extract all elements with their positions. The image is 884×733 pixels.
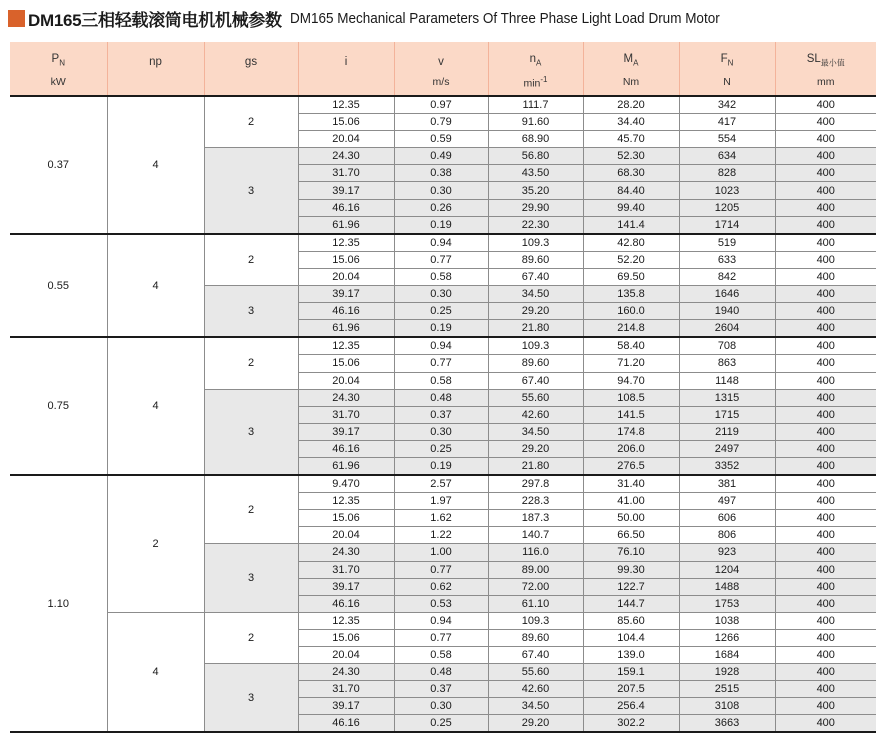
table-row [10, 96, 876, 114]
speed-v-cell: 0.30 [394, 182, 488, 199]
torque-ma-cell: 214.8 [583, 320, 679, 338]
ratio-i-cell: 39.17 [298, 578, 394, 595]
torque-ma-cell: 68.30 [583, 165, 679, 182]
output-speed-na-cell: 21.80 [488, 457, 583, 475]
speed-v-cell: 0.38 [394, 165, 488, 182]
ratio-i-cell: 46.16 [298, 440, 394, 457]
title-marker [8, 10, 25, 27]
header-i: i [298, 42, 394, 69]
ratio-i-cell: 15.06 [298, 510, 394, 527]
speed-v-cell: 0.94 [394, 612, 488, 629]
ratio-i-cell: 24.30 [298, 389, 394, 406]
ratio-i-cell: 39.17 [298, 698, 394, 715]
output-speed-na-cell: 42.60 [488, 681, 583, 698]
ratio-i-cell: 39.17 [298, 286, 394, 303]
torque-ma-cell: 45.70 [583, 131, 679, 148]
torque-ma-cell: 141.5 [583, 406, 679, 423]
output-speed-na-cell: 35.20 [488, 182, 583, 199]
output-speed-na-cell: 89.60 [488, 629, 583, 646]
force-fn-cell: 633 [679, 251, 775, 268]
table-row [10, 475, 876, 493]
speed-v-cell: 0.94 [394, 337, 488, 355]
speed-v-cell: 1.97 [394, 493, 488, 510]
poles-np-cell: 4 [107, 612, 204, 732]
min-length-sl-cell: 400 [775, 457, 876, 475]
gear-stages-gs-cell: 3 [204, 664, 298, 733]
ratio-i-cell: 9.470 [298, 475, 394, 493]
force-fn-cell: 1315 [679, 389, 775, 406]
table-row [10, 234, 876, 252]
min-length-sl-cell: 400 [775, 612, 876, 629]
min-length-sl-cell: 400 [775, 251, 876, 268]
ratio-i-cell: 15.06 [298, 629, 394, 646]
speed-v-cell: 0.53 [394, 595, 488, 612]
min-length-sl-cell: 400 [775, 715, 876, 733]
table-body [10, 96, 876, 732]
speed-v-cell: 0.79 [394, 114, 488, 131]
torque-ma-cell: 71.20 [583, 355, 679, 372]
output-speed-na-cell: 34.50 [488, 286, 583, 303]
torque-ma-cell: 28.20 [583, 96, 679, 114]
output-speed-na-cell: 43.50 [488, 165, 583, 182]
min-length-sl-cell: 400 [775, 510, 876, 527]
force-fn-cell: 3352 [679, 457, 775, 475]
min-length-sl-cell: 400 [775, 199, 876, 216]
ratio-i-cell: 15.06 [298, 251, 394, 268]
header-np: np [107, 42, 204, 69]
torque-ma-cell: 58.40 [583, 337, 679, 355]
output-speed-na-cell: 56.80 [488, 148, 583, 165]
output-speed-na-cell: 67.40 [488, 268, 583, 285]
torque-ma-cell: 85.60 [583, 612, 679, 629]
output-speed-na-cell: 91.60 [488, 114, 583, 131]
ratio-i-cell: 20.04 [298, 527, 394, 544]
ratio-i-cell: 12.35 [298, 493, 394, 510]
output-speed-na-cell: 68.90 [488, 131, 583, 148]
force-fn-cell: 634 [679, 148, 775, 165]
power-pn-cell: 0.37 [10, 96, 107, 234]
gear-stages-gs-cell: 2 [204, 96, 298, 148]
output-speed-na-cell: 89.60 [488, 251, 583, 268]
force-fn-cell: 1940 [679, 303, 775, 320]
output-speed-na-cell: 116.0 [488, 544, 583, 561]
speed-v-cell: 0.30 [394, 698, 488, 715]
speed-v-cell: 0.94 [394, 234, 488, 252]
ratio-i-cell: 20.04 [298, 131, 394, 148]
min-length-sl-cell: 400 [775, 355, 876, 372]
header-sl: $SL_{最小值}$ [775, 42, 876, 69]
min-length-sl-cell: 400 [775, 595, 876, 612]
force-fn-cell: 1928 [679, 664, 775, 681]
min-length-sl-cell: 400 [775, 681, 876, 698]
force-fn-cell: 3663 [679, 715, 775, 733]
gear-stages-gs-cell: 3 [204, 148, 298, 234]
output-speed-na-cell: 34.50 [488, 698, 583, 715]
ratio-i-cell: 12.35 [298, 96, 394, 114]
min-length-sl-cell: 400 [775, 475, 876, 493]
ratio-i-cell: 39.17 [298, 423, 394, 440]
min-length-sl-cell: 400 [775, 165, 876, 182]
poles-np-cell: 4 [107, 337, 204, 475]
min-length-sl-cell: 400 [775, 96, 876, 114]
force-fn-cell: 923 [679, 544, 775, 561]
torque-ma-cell: 76.10 [583, 544, 679, 561]
ratio-i-cell: 24.30 [298, 544, 394, 561]
ratio-i-cell: 46.16 [298, 595, 394, 612]
force-fn-cell: 1753 [679, 595, 775, 612]
ratio-i-cell: 24.30 [298, 148, 394, 165]
torque-ma-cell: 141.4 [583, 216, 679, 234]
speed-v-cell: 0.19 [394, 216, 488, 234]
output-speed-na-cell: 61.10 [488, 595, 583, 612]
torque-ma-cell: 139.0 [583, 647, 679, 664]
torque-ma-cell: 94.70 [583, 372, 679, 389]
speed-v-cell: 0.97 [394, 96, 488, 114]
force-fn-cell: 1684 [679, 647, 775, 664]
output-speed-na-cell: 29.20 [488, 715, 583, 733]
output-speed-na-cell: 67.40 [488, 372, 583, 389]
output-speed-na-cell: 89.00 [488, 561, 583, 578]
output-speed-na-cell: 67.40 [488, 647, 583, 664]
force-fn-cell: 417 [679, 114, 775, 131]
torque-ma-cell: 122.7 [583, 578, 679, 595]
speed-v-cell: 0.58 [394, 372, 488, 389]
force-fn-cell: 1715 [679, 406, 775, 423]
output-speed-na-cell: 109.3 [488, 612, 583, 629]
header-fn: $F_N$ [679, 42, 775, 69]
poles-np-cell: 4 [107, 234, 204, 338]
force-fn-cell: 381 [679, 475, 775, 493]
min-length-sl-cell: 400 [775, 664, 876, 681]
speed-v-cell: 0.77 [394, 355, 488, 372]
force-fn-cell: 1646 [679, 286, 775, 303]
ratio-i-cell: 31.70 [298, 165, 394, 182]
min-length-sl-cell: 400 [775, 286, 876, 303]
speed-v-cell: 0.19 [394, 320, 488, 338]
ratio-i-cell: 12.35 [298, 234, 394, 252]
force-fn-cell: 1204 [679, 561, 775, 578]
header-na: $n_A$ [488, 42, 583, 69]
ratio-i-cell: 46.16 [298, 715, 394, 733]
force-fn-cell: 2515 [679, 681, 775, 698]
torque-ma-cell: 41.00 [583, 493, 679, 510]
min-length-sl-cell: 400 [775, 629, 876, 646]
force-fn-cell: 708 [679, 337, 775, 355]
min-length-sl-cell: 400 [775, 544, 876, 561]
title-chinese: DM165三相轻载滚筒电机机械参数 [28, 10, 282, 30]
output-speed-na-cell: 55.60 [488, 389, 583, 406]
speed-v-cell: 0.26 [394, 199, 488, 216]
header-sl-unit: mm [775, 69, 876, 96]
table-row [10, 337, 876, 355]
speed-v-cell: 0.19 [394, 457, 488, 475]
output-speed-na-cell: 109.3 [488, 337, 583, 355]
min-length-sl-cell: 400 [775, 216, 876, 234]
torque-ma-cell: 256.4 [583, 698, 679, 715]
header-gs-unit [204, 69, 298, 96]
speed-v-cell: 0.77 [394, 251, 488, 268]
min-length-sl-cell: 400 [775, 561, 876, 578]
force-fn-cell: 1148 [679, 372, 775, 389]
ratio-i-cell: 61.96 [298, 457, 394, 475]
ratio-i-cell: 24.30 [298, 664, 394, 681]
speed-v-cell: 2.57 [394, 475, 488, 493]
speed-v-cell: 0.37 [394, 406, 488, 423]
speed-v-cell: 0.25 [394, 440, 488, 457]
ratio-i-cell: 15.06 [298, 355, 394, 372]
torque-ma-cell: 104.4 [583, 629, 679, 646]
title-english: DM165 Mechanical Parameters Of Three Phase Light Load Drum Motor [289, 9, 720, 27]
torque-ma-cell: 31.40 [583, 475, 679, 493]
speed-v-cell: 0.30 [394, 286, 488, 303]
ratio-i-cell: 20.04 [298, 268, 394, 285]
min-length-sl-cell: 400 [775, 698, 876, 715]
torque-ma-cell: 144.7 [583, 595, 679, 612]
ratio-i-cell: 61.96 [298, 320, 394, 338]
ratio-i-cell: 31.70 [298, 406, 394, 423]
speed-v-cell: 0.25 [394, 715, 488, 733]
min-length-sl-cell: 400 [775, 406, 876, 423]
force-fn-cell: 1266 [679, 629, 775, 646]
header-na-unit: $\min^{-1}$ [488, 69, 583, 96]
gear-stages-gs-cell: 3 [204, 389, 298, 475]
min-length-sl-cell: 400 [775, 647, 876, 664]
min-length-sl-cell: 400 [775, 131, 876, 148]
torque-ma-cell: 160.0 [583, 303, 679, 320]
torque-ma-cell: 159.1 [583, 664, 679, 681]
power-pn-cell: 0.75 [10, 337, 107, 475]
output-speed-na-cell: 29.20 [488, 303, 583, 320]
ratio-i-cell: 20.04 [298, 372, 394, 389]
power-pn-cell: 1.10 [10, 475, 107, 732]
output-speed-na-cell: 55.60 [488, 664, 583, 681]
output-speed-na-cell: 228.3 [488, 493, 583, 510]
torque-ma-cell: 50.00 [583, 510, 679, 527]
ratio-i-cell: 12.35 [298, 337, 394, 355]
torque-ma-cell: 302.2 [583, 715, 679, 733]
torque-ma-cell: 108.5 [583, 389, 679, 406]
min-length-sl-cell: 400 [775, 440, 876, 457]
table-row [10, 612, 876, 629]
header-pn: $P_N$ [10, 42, 107, 69]
force-fn-cell: 3108 [679, 698, 775, 715]
force-fn-cell: 2119 [679, 423, 775, 440]
min-length-sl-cell: 400 [775, 303, 876, 320]
force-fn-cell: 519 [679, 234, 775, 252]
output-speed-na-cell: 109.3 [488, 234, 583, 252]
power-pn-cell: 0.55 [10, 234, 107, 338]
torque-ma-cell: 42.80 [583, 234, 679, 252]
output-speed-na-cell: 42.60 [488, 406, 583, 423]
output-speed-na-cell: 21.80 [488, 320, 583, 338]
output-speed-na-cell: 34.50 [488, 423, 583, 440]
table-header [10, 42, 876, 96]
speed-v-cell: 0.58 [394, 647, 488, 664]
torque-ma-cell: 52.30 [583, 148, 679, 165]
force-fn-cell: 2497 [679, 440, 775, 457]
output-speed-na-cell: 140.7 [488, 527, 583, 544]
speed-v-cell: 0.59 [394, 131, 488, 148]
poles-np-cell: 4 [107, 96, 204, 234]
gear-stages-gs-cell: 2 [204, 234, 298, 286]
header-pn-unit: kW [10, 69, 107, 96]
min-length-sl-cell: 400 [775, 320, 876, 338]
header-fn-unit: N [679, 69, 775, 96]
ratio-i-cell: 15.06 [298, 114, 394, 131]
output-speed-na-cell: 111.7 [488, 96, 583, 114]
speed-v-cell: 0.30 [394, 423, 488, 440]
min-length-sl-cell: 400 [775, 493, 876, 510]
speed-v-cell: 0.48 [394, 389, 488, 406]
force-fn-cell: 342 [679, 96, 775, 114]
min-length-sl-cell: 400 [775, 337, 876, 355]
force-fn-cell: 1488 [679, 578, 775, 595]
force-fn-cell: 828 [679, 165, 775, 182]
torque-ma-cell: 207.5 [583, 681, 679, 698]
force-fn-cell: 606 [679, 510, 775, 527]
page-title [8, 5, 767, 31]
min-length-sl-cell: 400 [775, 389, 876, 406]
header-ma-unit: Nm [583, 69, 679, 96]
force-fn-cell: 1038 [679, 612, 775, 629]
speed-v-cell: 0.77 [394, 561, 488, 578]
header-i-unit [298, 69, 394, 96]
output-speed-na-cell: 297.8 [488, 475, 583, 493]
torque-ma-cell: 99.40 [583, 199, 679, 216]
ratio-i-cell: 46.16 [298, 199, 394, 216]
force-fn-cell: 1023 [679, 182, 775, 199]
poles-np-cell: 2 [107, 475, 204, 612]
header-gs: gs [204, 42, 298, 69]
min-length-sl-cell: 400 [775, 423, 876, 440]
ratio-i-cell: 31.70 [298, 681, 394, 698]
ratio-i-cell: 20.04 [298, 647, 394, 664]
speed-v-cell: 0.25 [394, 303, 488, 320]
ratio-i-cell: 61.96 [298, 216, 394, 234]
ratio-i-cell: 39.17 [298, 182, 394, 199]
speed-v-cell: 0.58 [394, 268, 488, 285]
force-fn-cell: 554 [679, 131, 775, 148]
min-length-sl-cell: 400 [775, 148, 876, 165]
speed-v-cell: 0.77 [394, 629, 488, 646]
ratio-i-cell: 31.70 [298, 561, 394, 578]
output-speed-na-cell: 89.60 [488, 355, 583, 372]
force-fn-cell: 497 [679, 493, 775, 510]
header-v: v [394, 42, 488, 69]
torque-ma-cell: 52.20 [583, 251, 679, 268]
force-fn-cell: 2604 [679, 320, 775, 338]
torque-ma-cell: 135.8 [583, 286, 679, 303]
speed-v-cell: 0.49 [394, 148, 488, 165]
force-fn-cell: 863 [679, 355, 775, 372]
speed-v-cell: 1.22 [394, 527, 488, 544]
header-np-unit [107, 69, 204, 96]
output-speed-na-cell: 29.90 [488, 199, 583, 216]
torque-ma-cell: 69.50 [583, 268, 679, 285]
min-length-sl-cell: 400 [775, 268, 876, 285]
torque-ma-cell: 174.8 [583, 423, 679, 440]
output-speed-na-cell: 72.00 [488, 578, 583, 595]
speed-v-cell: 0.37 [394, 681, 488, 698]
gear-stages-gs-cell: 3 [204, 544, 298, 612]
min-length-sl-cell: 400 [775, 372, 876, 389]
gear-stages-gs-cell: 3 [204, 286, 298, 338]
force-fn-cell: 1205 [679, 199, 775, 216]
min-length-sl-cell: 400 [775, 182, 876, 199]
ratio-i-cell: 12.35 [298, 612, 394, 629]
min-length-sl-cell: 400 [775, 114, 876, 131]
output-speed-na-cell: 187.3 [488, 510, 583, 527]
min-length-sl-cell: 400 [775, 527, 876, 544]
torque-ma-cell: 84.40 [583, 182, 679, 199]
gear-stages-gs-cell: 2 [204, 612, 298, 663]
torque-ma-cell: 34.40 [583, 114, 679, 131]
force-fn-cell: 842 [679, 268, 775, 285]
parameters-table [10, 42, 876, 733]
speed-v-cell: 1.00 [394, 544, 488, 561]
min-length-sl-cell: 400 [775, 234, 876, 252]
torque-ma-cell: 276.5 [583, 457, 679, 475]
torque-ma-cell: 99.30 [583, 561, 679, 578]
output-speed-na-cell: 22.30 [488, 216, 583, 234]
gear-stages-gs-cell: 2 [204, 475, 298, 544]
ratio-i-cell: 46.16 [298, 303, 394, 320]
header-ma: $M_A$ [583, 42, 679, 69]
speed-v-cell: 0.48 [394, 664, 488, 681]
header-v-unit: m/s [394, 69, 488, 96]
torque-ma-cell: 66.50 [583, 527, 679, 544]
speed-v-cell: 1.62 [394, 510, 488, 527]
min-length-sl-cell: 400 [775, 578, 876, 595]
force-fn-cell: 806 [679, 527, 775, 544]
output-speed-na-cell: 29.20 [488, 440, 583, 457]
gear-stages-gs-cell: 2 [204, 337, 298, 389]
speed-v-cell: 0.62 [394, 578, 488, 595]
torque-ma-cell: 206.0 [583, 440, 679, 457]
force-fn-cell: 1714 [679, 216, 775, 234]
